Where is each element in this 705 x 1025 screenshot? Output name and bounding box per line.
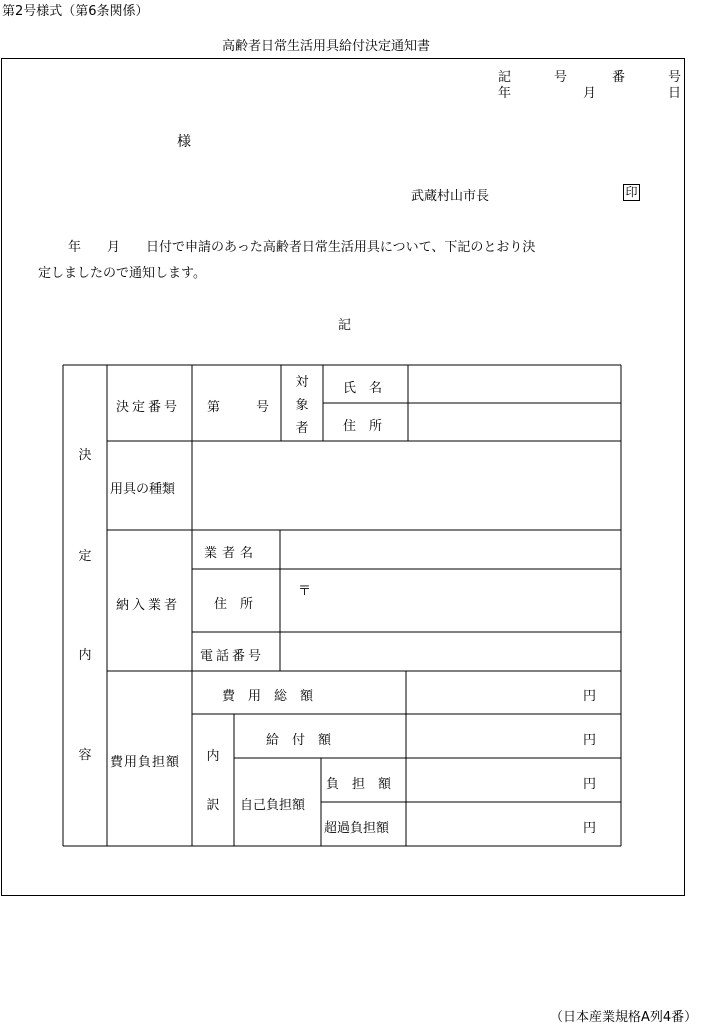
supplier-label: 納入業者 xyxy=(116,598,181,613)
side-label-1: 決 xyxy=(78,448,92,463)
excess-burden-label: 超過負担額 xyxy=(324,821,390,836)
supplier-address-label: 住 所 xyxy=(214,597,254,612)
burden-amount-yen: 円 xyxy=(583,777,597,792)
side-label-2: 定 xyxy=(78,549,92,564)
breakdown-char-1: 内 xyxy=(206,749,220,764)
burden-amount-label: 負 担 額 xyxy=(326,777,392,792)
total-cost-yen: 円 xyxy=(583,689,597,704)
header-go: 号 xyxy=(554,70,568,85)
side-label-3: 内 xyxy=(78,648,92,663)
seal-mark: 印 xyxy=(623,184,640,201)
body-line-1: 年 月 日付で申請のあった高齢者日常生活用具について、下記のとおり決 xyxy=(68,240,536,255)
header-ki: 記 xyxy=(498,70,512,85)
header-go2: 号 xyxy=(668,70,682,85)
total-cost-label: 費 用 総 額 xyxy=(222,689,314,704)
side-label-4: 容 xyxy=(78,748,92,763)
equipment-type-label: 用具の種類 xyxy=(110,482,176,497)
ki-heading: 記 xyxy=(338,318,352,333)
header-tsuki: 月 xyxy=(583,86,597,101)
addressee-suffix: 様 xyxy=(177,134,191,150)
footer-note: （日本産業規格A列4番） xyxy=(550,1010,698,1025)
decision-number-dai: 第 xyxy=(207,400,221,415)
header-nen: 年 xyxy=(498,86,512,101)
form-id: 第2号様式（第6条関係） xyxy=(2,4,149,19)
supplier-name-label: 業者名 xyxy=(204,546,259,561)
self-burden-label: 自己負担額 xyxy=(240,798,306,813)
decision-number-go: 号 xyxy=(256,400,270,415)
issuer: 武蔵村山市長 xyxy=(411,189,490,204)
postal-mark: 〒 xyxy=(298,584,312,599)
target-char-3: 者 xyxy=(295,421,309,436)
address-label: 住 所 xyxy=(343,419,383,434)
breakdown-char-2: 訳 xyxy=(206,798,220,813)
decision-number-label: 決定番号 xyxy=(116,400,181,415)
header-ban: 番 xyxy=(612,70,626,85)
excess-burden-yen: 円 xyxy=(583,821,597,836)
target-char-2: 象 xyxy=(295,398,309,413)
name-label: 氏 名 xyxy=(343,381,383,396)
target-char-1: 対 xyxy=(295,375,309,390)
document-title: 高齢者日常生活用具給付決定通知書 xyxy=(222,39,431,54)
cost-burden-label: 費用負担額 xyxy=(110,755,181,770)
benefit-amount-yen: 円 xyxy=(583,733,597,748)
phone-label: 電話番号 xyxy=(200,649,265,664)
header-hi: 日 xyxy=(668,86,682,101)
benefit-amount-label: 給 付 額 xyxy=(266,733,332,748)
body-line-2: 定しましたので通知します。 xyxy=(38,266,206,281)
